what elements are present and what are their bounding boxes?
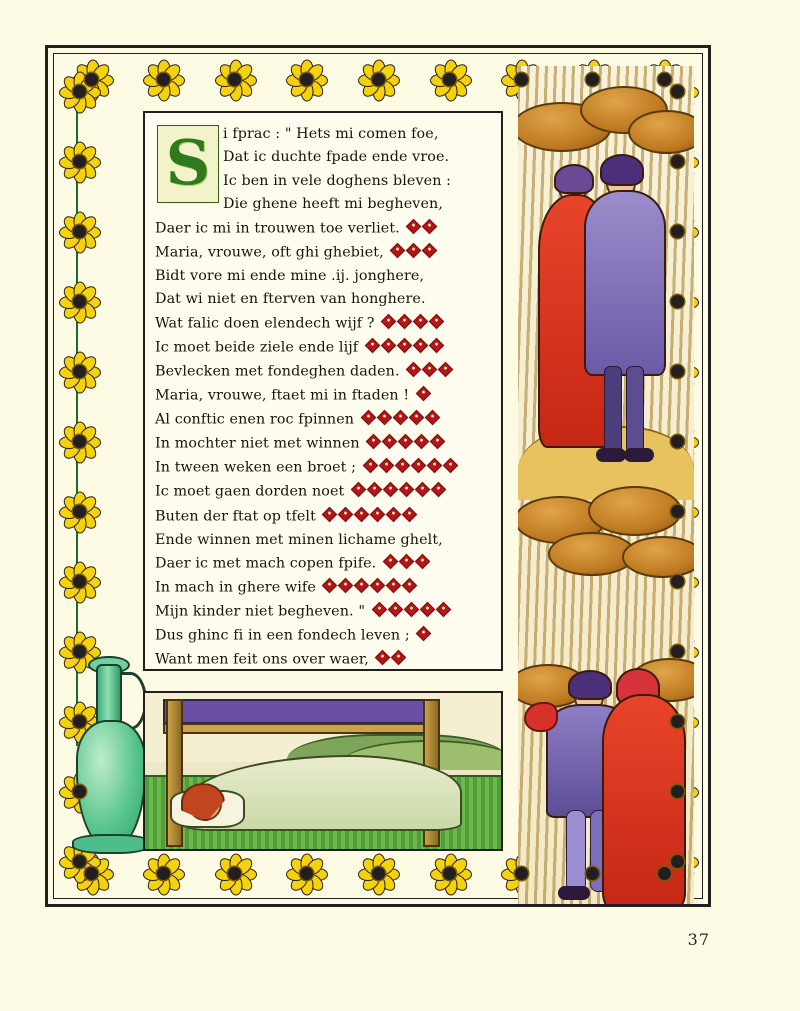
verse-line — [155, 480, 493, 504]
border-flower-icon — [286, 59, 326, 99]
filler-diamond-icon — [391, 650, 407, 666]
figure-hat — [600, 154, 644, 186]
filler-diamond-icon — [397, 313, 413, 329]
filler-diamond-icon — [381, 313, 397, 329]
filler-diamond-icon — [338, 506, 354, 522]
verse-line-text: In mach in ghere wife — [155, 579, 316, 596]
filler-diamond-icon — [406, 242, 422, 258]
verse-line — [155, 456, 493, 480]
line-filler-ornaments — [406, 217, 438, 240]
filler-diamond-icon — [442, 458, 458, 474]
filler-diamond-icon — [392, 410, 408, 426]
border-flower-icon — [59, 281, 99, 321]
filler-diamond-icon — [322, 506, 338, 522]
verse-line — [155, 288, 493, 311]
figure-shoe — [558, 886, 590, 900]
border-flower-icon — [59, 141, 99, 181]
verse-line — [155, 648, 493, 672]
vase-body — [76, 720, 146, 850]
verse-line — [155, 408, 493, 432]
filler-diamond-icon — [362, 458, 378, 474]
verse-line — [155, 360, 493, 384]
verse-line-text: Maria, vrouwe, ftaet mi in ftaden ! — [155, 387, 410, 404]
filler-diamond-icon — [422, 242, 438, 258]
verse-line — [155, 552, 493, 576]
verse-lines — [155, 123, 493, 673]
filler-diamond-icon — [422, 218, 438, 234]
verse-line — [155, 624, 493, 648]
verse-line — [155, 217, 493, 241]
border-flower-icon — [59, 561, 99, 601]
figure-leg-right — [626, 366, 644, 454]
figure-man-purple-cloak — [580, 152, 666, 472]
verse-line-text: Daer ic mi in trouwen toe verliet. — [155, 220, 400, 237]
filler-diamond-icon — [424, 410, 440, 426]
filler-diamond-icon — [406, 362, 422, 378]
figure-leg-left — [604, 366, 622, 454]
verse-line-text: In mochter niet met winnen — [155, 435, 360, 452]
verse-line — [155, 336, 493, 360]
filler-diamond-icon — [376, 410, 392, 426]
verse-line-text: Mijn kinder niet begheven. " — [155, 603, 366, 620]
filler-diamond-icon — [419, 602, 435, 618]
border-flower-icon — [430, 59, 470, 99]
verse-line-text: Ic moet beide ziele ende lijf — [155, 339, 359, 356]
tree-canopy-mid-4 — [622, 536, 694, 578]
line-filler-ornaments — [364, 336, 444, 359]
filler-diamond-icon — [435, 602, 451, 618]
filler-diamond-icon — [375, 650, 391, 666]
filler-diamond-icon — [413, 313, 429, 329]
filler-diamond-icon — [338, 578, 354, 594]
sleeping-woman-in-bed-miniature — [143, 691, 503, 851]
line-filler-ornaments — [375, 648, 407, 671]
filler-diamond-icon — [386, 506, 402, 522]
verse-line — [155, 529, 493, 552]
border-flower-icon — [143, 853, 183, 893]
filler-diamond-icon — [402, 506, 418, 522]
filler-diamond-icon — [403, 602, 419, 618]
filler-diamond-icon — [382, 434, 398, 450]
verse-line — [155, 146, 493, 169]
verse-line-text: Bidt vore mi ende mine .ij. jonghere, — [155, 267, 425, 284]
figure-shoe-left — [596, 448, 626, 462]
filler-diamond-icon — [402, 578, 418, 594]
line-filler-ornaments — [381, 312, 445, 335]
tree-canopy-mid-2 — [588, 486, 682, 536]
filler-diamond-icon — [412, 337, 428, 353]
verse-line-text: Dat ic duchte fpade ende vroe. — [223, 149, 450, 166]
verse-line-text: Ic moet gaen dorden noet — [155, 484, 345, 501]
filler-diamond-icon — [386, 578, 402, 594]
verse-line — [155, 265, 493, 288]
filler-diamond-icon — [406, 218, 422, 234]
border-flower-icon — [358, 59, 398, 99]
filler-diamond-icon — [431, 482, 447, 498]
border-flower-icon — [59, 421, 99, 461]
filler-diamond-icon — [364, 337, 380, 353]
line-filler-ornaments — [350, 480, 446, 503]
border-flower-icon — [215, 853, 255, 893]
filler-diamond-icon — [370, 506, 386, 522]
line-filler-ornaments — [322, 505, 418, 528]
filler-diamond-icon — [371, 602, 387, 618]
verse-line-text: i fprac : " Hets mi comen foe, — [223, 126, 439, 142]
filler-diamond-icon — [408, 410, 424, 426]
verse-line-text: Ende winnen met minen lichame ghelt, — [155, 531, 443, 548]
verse-line — [155, 241, 493, 265]
verse-line-text: Maria, vrouwe, oft ghi ghebiet, — [155, 244, 384, 261]
verse-line-text: In tween weken een broet ; — [155, 460, 357, 477]
filler-diamond-icon — [438, 362, 454, 378]
filler-diamond-icon — [370, 578, 386, 594]
filler-diamond-icon — [429, 313, 445, 329]
line-filler-ornaments — [390, 241, 438, 264]
border-flower-icon — [59, 491, 99, 531]
filler-diamond-icon — [387, 602, 403, 618]
verse-line-text: Buten der ftat op tfelt — [155, 508, 316, 525]
filler-diamond-icon — [430, 434, 446, 450]
filler-diamond-icon — [398, 434, 414, 450]
illuminated-page-plate — [45, 45, 711, 907]
filler-diamond-icon — [399, 482, 415, 498]
filler-diamond-icon — [360, 410, 376, 426]
right-illustration-column — [518, 66, 694, 904]
filler-diamond-icon — [426, 458, 442, 474]
filler-diamond-icon — [394, 458, 410, 474]
border-flower-icon — [286, 853, 326, 893]
filler-diamond-icon — [380, 337, 396, 353]
filler-diamond-icon — [399, 554, 415, 570]
line-filler-ornaments — [360, 408, 440, 431]
verse-line — [155, 505, 493, 529]
line-filler-ornaments — [322, 576, 418, 599]
line-filler-ornaments — [415, 384, 431, 407]
bed-canopy — [163, 699, 438, 723]
filler-diamond-icon — [415, 482, 431, 498]
verse-line-text: Die ghene heeft mi begheven, — [223, 196, 443, 213]
verse-line — [155, 432, 493, 456]
filler-diamond-icon — [414, 434, 430, 450]
filler-diamond-icon — [378, 458, 394, 474]
filler-diamond-icon — [383, 554, 399, 570]
verse-text-panel — [143, 111, 503, 671]
line-filler-ornaments — [416, 624, 432, 647]
figure-cloak — [584, 190, 666, 376]
verse-line — [155, 600, 493, 624]
filler-diamond-icon — [354, 578, 370, 594]
line-filler-ornaments — [366, 432, 446, 455]
filler-diamond-icon — [367, 482, 383, 498]
filler-diamond-icon — [366, 434, 382, 450]
red-bird-icon — [524, 702, 558, 732]
line-filler-ornaments — [362, 456, 458, 479]
page-number: 37 — [687, 930, 710, 949]
filler-diamond-icon — [354, 506, 370, 522]
verse-line — [155, 193, 493, 216]
verse-line-text: Want men feit ons over waer, — [155, 652, 369, 669]
border-flower-icon — [59, 351, 99, 391]
line-filler-ornaments — [382, 552, 430, 575]
filler-diamond-icon — [415, 554, 431, 570]
filler-diamond-icon — [351, 482, 367, 498]
line-filler-ornaments — [406, 360, 454, 383]
figure-leg-left — [566, 810, 586, 892]
filler-diamond-icon — [383, 482, 399, 498]
verse-line-text: Bevlecken met fondeghen daden. — [155, 363, 400, 380]
verse-line-text: Al conftic enen roc fpinnen — [155, 411, 355, 428]
verse-line — [155, 576, 493, 600]
drop-cap-letter: S — [157, 125, 219, 203]
verse-line — [155, 123, 493, 146]
border-flower-icon — [215, 59, 255, 99]
figure-shoe-right — [624, 448, 654, 462]
filler-diamond-icon — [410, 458, 426, 474]
verse-line-text: Dus ghinc fi in een fondech leven ; — [155, 628, 410, 645]
filler-diamond-icon — [416, 626, 432, 642]
filler-diamond-icon — [415, 386, 431, 402]
verse-line — [155, 384, 493, 408]
verse-line — [155, 312, 493, 336]
filler-diamond-icon — [322, 578, 338, 594]
filler-diamond-icon — [390, 242, 406, 258]
filler-diamond-icon — [396, 337, 412, 353]
verse-line-text: Dat wi niet en fterven van honghere. — [155, 291, 426, 308]
bed-rail — [163, 723, 438, 734]
verse-line-text: Ic ben in vele doghens bleven : — [223, 172, 452, 189]
vase-foot — [72, 834, 150, 854]
filler-diamond-icon — [422, 362, 438, 378]
verse-line — [155, 170, 493, 193]
filler-diamond-icon — [428, 337, 444, 353]
verse-line-text: Daer ic met mach copen fpife. — [155, 555, 377, 572]
line-filler-ornaments — [371, 600, 451, 623]
border-flower-icon — [143, 59, 183, 99]
verse-line-text: Wat falic doen elendech wijf ? — [155, 315, 375, 332]
border-flower-icon — [358, 853, 398, 893]
border-flower-icon — [430, 853, 470, 893]
border-flower-icon — [59, 211, 99, 251]
